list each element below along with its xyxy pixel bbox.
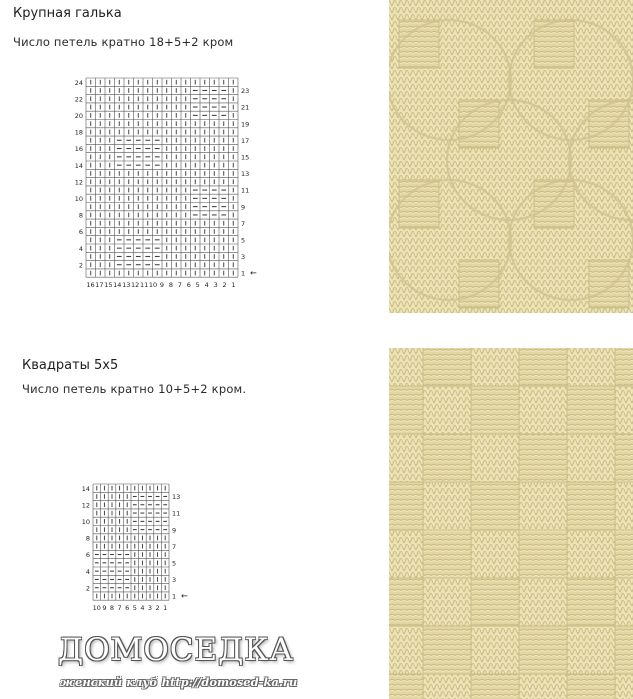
knit-purl-block (567, 674, 615, 699)
chart-column-label: 7 (117, 604, 122, 613)
chart-start-arrow-icon: ← (249, 268, 257, 278)
chart-column-label: 6 (186, 281, 191, 290)
knit-purl-block (471, 386, 519, 434)
pattern-2-knit-photo (389, 348, 633, 699)
knit-purl-block (423, 434, 471, 482)
chart-row-label: 7 (240, 219, 246, 228)
chart-row-label: 4 (78, 244, 84, 253)
chart-column-label: 13 (122, 281, 131, 290)
chart-column-label: 12 (131, 281, 140, 290)
knit-purl-block (615, 530, 633, 578)
knit-purl-block (615, 434, 633, 482)
knit-purl-block (519, 348, 567, 386)
chart-column-label: 5 (132, 604, 137, 613)
chart-column-label: 7 (177, 281, 182, 290)
chart-column-label: 1 (163, 604, 168, 613)
knit-purl-block (471, 674, 519, 699)
pattern-2-title: Квадраты 5х5 (22, 358, 119, 373)
chart-row-label: 7 (171, 542, 177, 551)
knit-purl-block (423, 530, 471, 578)
chart-column-label: 15 (104, 281, 113, 290)
chart-row-label: 14 (74, 161, 84, 170)
chart-row-label: 6 (78, 228, 84, 237)
chart-row-label: 13 (240, 170, 250, 179)
chart-row-label: 12 (81, 501, 91, 510)
pattern-1-chart (72, 78, 257, 291)
chart-column-label: 10 (148, 281, 158, 290)
pattern-1-chart-svg (72, 78, 257, 291)
knit-purl-block (423, 626, 471, 674)
chart-column-label: 9 (102, 604, 107, 613)
knit-purl-block (567, 482, 615, 530)
chart-row-label: 8 (85, 534, 91, 543)
chart-row-label: 3 (240, 253, 246, 262)
knit-purl-block (567, 578, 615, 626)
chart-column-label: 16 (86, 281, 95, 290)
knit-purl-block (589, 260, 629, 308)
chart-column-label: 1 (231, 281, 236, 290)
chart-column-label: 5 (195, 281, 200, 290)
pattern-2-subtitle: Число петель кратно 10+5+2 кром. (22, 382, 247, 396)
chart-row-label: 21 (240, 103, 250, 112)
chart-column-label: 10 (92, 604, 101, 613)
chart-start-arrow-icon: ← (180, 591, 188, 601)
chart-column-label: 8 (109, 604, 115, 613)
chart-row-label: 12 (74, 178, 84, 187)
chart-row-label: 10 (74, 194, 84, 203)
knit-purl-block (519, 626, 567, 674)
chart-row-label: 4 (85, 567, 91, 576)
watermark-site-url: женский клуб http://domosed-ka.ru (60, 675, 298, 689)
chart-column-label: 11 (139, 281, 149, 290)
knit-purl-block (389, 578, 423, 626)
chart-row-label: 23 (240, 87, 250, 96)
chart-column-label: 17 (95, 281, 104, 290)
chart-column-label: 2 (222, 281, 227, 290)
knit-purl-block (519, 434, 567, 482)
chart-row-label: 15 (240, 153, 250, 162)
knit-purl-block (471, 578, 519, 626)
chart-row-label: 9 (240, 203, 246, 212)
chart-column-label: 9 (159, 281, 165, 290)
knit-fabric-texture (389, 348, 633, 699)
knit-purl-block (389, 482, 423, 530)
knit-fabric-texture (389, 0, 633, 313)
chart-row-label: 13 (171, 493, 181, 502)
knit-purl-block (423, 348, 471, 386)
site-watermark (58, 632, 388, 699)
knit-purl-block (615, 626, 633, 674)
chart-column-label: 8 (168, 281, 174, 290)
knit-purl-block (389, 386, 423, 434)
pattern-2-chart-svg (81, 484, 188, 614)
chart-row-label: 22 (74, 95, 84, 104)
chart-row-label: 11 (240, 186, 250, 195)
knit-purl-block (389, 674, 423, 699)
chart-column-label: 6 (125, 604, 130, 613)
chart-row-label: 2 (85, 584, 91, 593)
chart-column-label: 4 (140, 604, 145, 613)
chart-row-label: 10 (81, 518, 91, 527)
chart-row-label: 1 (240, 269, 246, 278)
chart-column-label: 4 (204, 281, 209, 290)
chart-row-label: 8 (78, 211, 84, 220)
chart-row-label: 5 (240, 236, 246, 245)
pattern-2-chart (81, 484, 188, 614)
chart-row-label: 1 (171, 592, 177, 601)
chart-row-label: 3 (171, 576, 177, 585)
chart-column-label: 3 (213, 281, 218, 290)
knit-purl-block (615, 348, 633, 386)
chart-row-label: 11 (171, 509, 181, 518)
chart-row-label: 16 (74, 145, 84, 154)
chart-row-label: 9 (171, 526, 177, 535)
chart-row-label: 19 (240, 120, 250, 129)
chart-column-label: 2 (155, 604, 160, 613)
knit-purl-block (471, 482, 519, 530)
knit-purl-block (459, 260, 499, 308)
chart-row-label: 17 (240, 136, 250, 145)
chart-row-label: 14 (81, 484, 91, 493)
knit-purl-block (589, 100, 629, 148)
chart-row-label: 24 (74, 78, 84, 87)
chart-column-label: 14 (113, 281, 122, 290)
watermark-logo-text: ДОМОСЕДКА (58, 632, 294, 668)
chart-row-label: 6 (85, 551, 91, 560)
chart-column-label: 3 (147, 604, 153, 613)
pattern-1-knit-photo (389, 0, 633, 313)
chart-row-label: 2 (78, 261, 84, 270)
pattern-1-subtitle: Число петель кратно 18+5+2 кром (13, 35, 234, 49)
chart-row-label: 18 (74, 128, 84, 137)
chart-row-label: 5 (171, 559, 177, 568)
knit-purl-block (567, 386, 615, 434)
chart-row-label: 20 (74, 112, 84, 121)
pattern-1-title: Крупная галька (13, 6, 122, 21)
knit-purl-block (519, 530, 567, 578)
